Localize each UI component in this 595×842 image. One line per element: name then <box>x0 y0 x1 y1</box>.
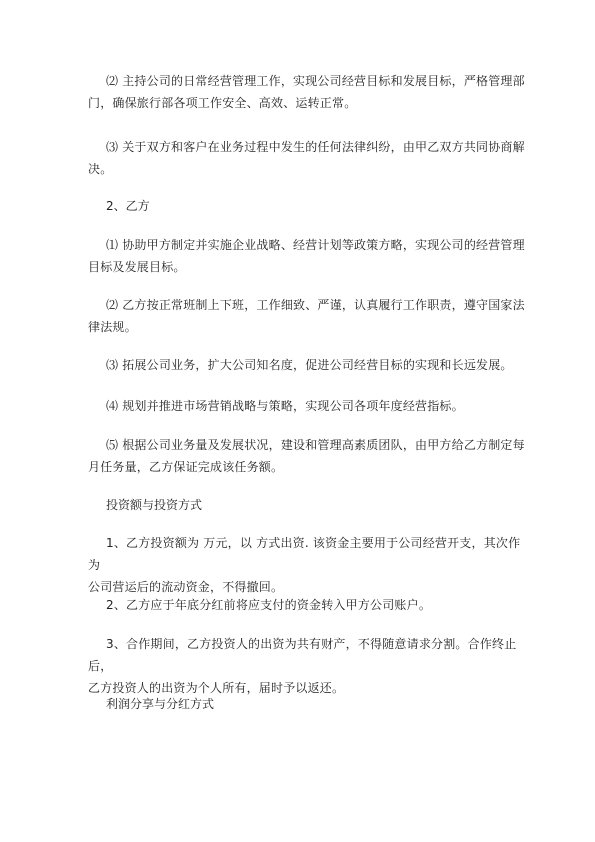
paragraph-item-3-disputes <box>88 136 528 180</box>
paragraph-line: 3、合作期间，乙方投资人的出资为共有财产，不得随意请求分割。合作终止后， <box>88 637 517 673</box>
paragraph-line: ⑵ 主持公司的日常经营管理工作，实现公司经营目标和发展目标，严格管理部 <box>106 74 525 88</box>
paragraph-line: 2、乙方应于年底分红前将应支付的资金转入甲方公司账户。 <box>106 598 432 612</box>
paragraph-item-4-marketing <box>88 395 528 417</box>
section-heading-party-b: 2、乙方 <box>106 199 150 213</box>
paragraph-line: ⑴ 协助甲方制定并实施企业战略、经营计划等政策方略，实现公司的经营管理 <box>106 238 525 252</box>
paragraph-line: ⑶ 关于双方和客户在业务过程中发生的任何法律纠纷，由甲乙双方共同协商解 <box>106 140 525 154</box>
paragraph-item-5-team <box>88 434 528 478</box>
paragraph-line: 公司营运后的流动资金，不得撤回。 <box>88 580 284 594</box>
paragraph-line: 1、乙方投资额为 万元，以 方式出资. 该资金主要用于公司经营开支，其次作为 <box>88 536 521 572</box>
paragraph-line: 律法规。 <box>88 320 137 334</box>
paragraph-line: 乙方投资人的出资为个人所有，届时予以返还。 <box>88 681 345 695</box>
paragraph-line: ⑸ 根据公司业务量及发展状况，建设和管理高素质团队，由甲方给乙方制定每 <box>106 438 525 452</box>
paragraph-investment-2 <box>88 594 528 616</box>
section-heading-investment: 投资额与投资方式 <box>106 498 203 512</box>
paragraph-line: ⑵ 乙方按正常班制上下班，工作细致、严谨，认真履行工作职责，遵守国家法 <box>106 298 525 312</box>
paragraph-item-3-expand <box>88 354 528 376</box>
paragraph-line: 门，确保旅行部各项工作安全、高效、运转正常。 <box>88 96 357 110</box>
paragraph-item-1-assist <box>88 234 528 278</box>
paragraph-item-2-duties <box>88 70 528 114</box>
paragraph-line: ⑶ 拓展公司业务，扩大公司知名度，促进公司经营目标的实现和长远发展。 <box>106 358 513 372</box>
paragraph-line: ⑷ 规划并推进市场营销战略与策略，实现公司各项年度经营指标。 <box>106 399 464 413</box>
paragraph-line: 目标及发展目标。 <box>88 260 186 274</box>
paragraph-investment-3 <box>88 633 528 699</box>
paragraph-line: 月任务量，乙方保证完成该任务额。 <box>88 460 284 474</box>
section-heading-profit-sharing: 利润分享与分红方式 <box>106 697 215 711</box>
paragraph-item-2-schedule <box>88 294 528 338</box>
paragraph-investment-1 <box>88 532 528 598</box>
paragraph-line: 决。 <box>88 162 113 176</box>
